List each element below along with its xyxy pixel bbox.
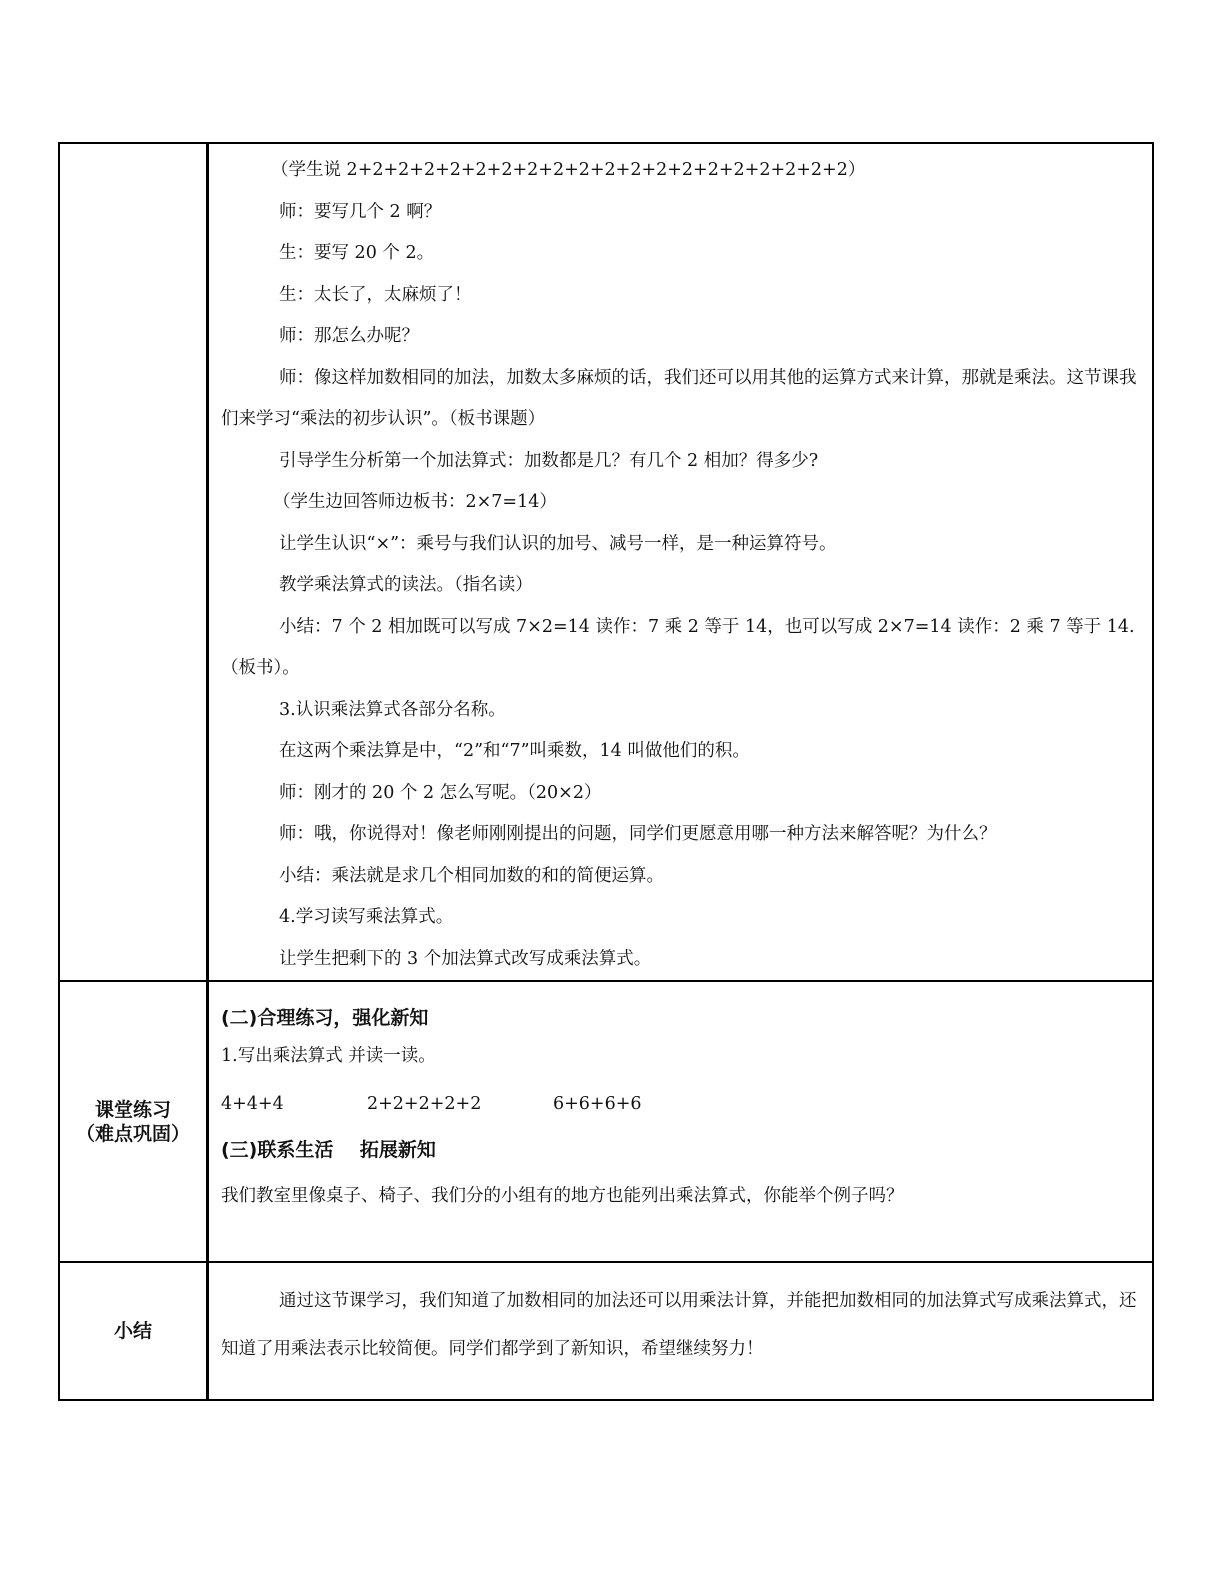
practice-label-line2: （难点巩固） [75,1122,190,1145]
summary-text: 通过这节课学习，我们知道了加数相同的加法还可以用乘法计算，并能把加数相同的加法算式写成乘法算式，还知道了用乘法表示比较简便。同学们都学到了新知识，希望继续努力！ [221,1291,1137,1359]
practice-row [59,981,1153,1262]
lesson-line: 3.认识乘法算式各部分名称。 [279,699,506,720]
practice-heading-2: (三)联系生活 拓展新知 [221,1139,436,1161]
lesson-line: 在这两个乘法算是中，“2”和“7”叫乘数，14 叫做他们的积。 [279,741,750,761]
lesson-line: 生：要写 20 个 2。 [279,243,435,263]
practice-row-content [208,981,1154,1262]
lesson-line: 师：要写几个 2 啊？ [279,201,442,222]
lesson-plan-table [58,142,1154,1401]
lesson-line: （学生边回答师边板书：2×7=14） [273,492,557,512]
practice-row-label-cell [59,981,208,1262]
practice-heading-1: (二)合理练习，强化新知 [221,1007,429,1029]
exercise-list [221,1092,1142,1116]
lesson-row-content [208,143,1154,981]
lesson-line: 生：太长了，太麻烦了！ [279,284,472,305]
lesson-line: 小结：乘法就是求几个相同加数的和的简便运算。 [279,865,664,886]
lesson-line: 引导学生分析第一个加法算式：加数都是几？有几个 2 相加？得多少? [279,450,819,471]
lesson-line: 4.学习读写乘法算式。 [279,907,454,927]
lesson-line: 让学生认识“×”：乘号与我们认识的加号、减号一样，是一种运算符号。 [279,533,837,554]
exercise-item: 4+4+4 [221,1094,284,1114]
practice-task-2: 我们教室里像桌子、椅子、我们分的小组有的地方也能列出乘法算式，你能举个例子吗？ [221,1186,904,1206]
lesson-line: 师：那怎么办呢？ [279,326,419,346]
lesson-line: 教学乘法算式的读法。（指名读） [279,575,533,595]
exercise-item: 2+2+2+2+2 [367,1094,482,1114]
lesson-line: 让学生把剩下的 3 个加法算式改写成乘法算式。 [279,948,652,969]
lesson-line: （学生说 2+2+2+2+2+2+2+2+2+2+2+2+2+2+2+2+2+2+2+2） [271,160,866,180]
lesson-paragraph: 师：像这样加数相同的加法，加数太多麻烦的话，我们还可以用其他的运算方式来计算，那就是乘法。这节课我们来学习“乘法的初步认识”。（板书课题） [221,367,1137,429]
summary-row [59,1262,1153,1400]
practice-label-line1: 课堂练习 [94,1098,171,1121]
summary-row-label-cell [59,1262,208,1400]
lesson-line: 师：刚才的 20 个 2 怎么写呢。（20×2） [279,782,602,803]
lesson-row-label-cell [59,143,208,981]
lesson-line: 师：哦，你说得对！像老师刚刚提出的问题，同学们更愿意用哪一种方法来解答呢？为什么？ [279,824,997,844]
summary-row-content [208,1262,1154,1400]
lesson-row [59,143,1153,981]
exercise-item: 6+6+6+6 [553,1094,642,1114]
summary-label: 小结 [113,1320,152,1342]
lesson-paragraph: 小结：7 个 2 相加既可以写成 7×2=14 读作：7 乘 2 等于 14，也可以写成 2×7=14 读作：2 乘 7 等于 14.（板书）。 [221,616,1135,678]
practice-task-1: 1.写出乘法算式 并读一读。 [221,1046,436,1066]
